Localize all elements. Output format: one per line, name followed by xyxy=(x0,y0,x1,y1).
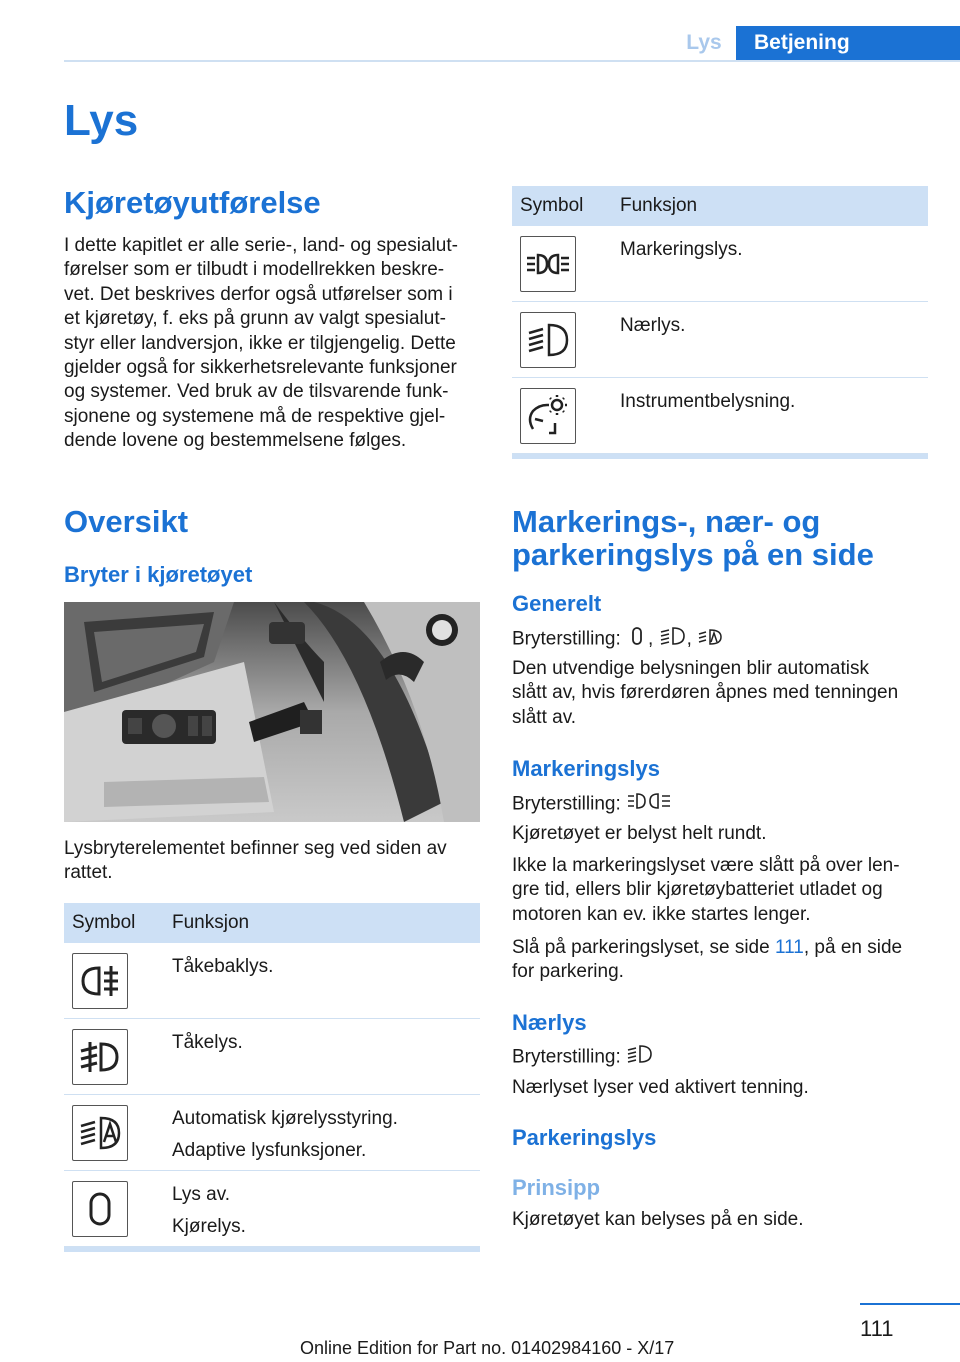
lights-off-icon xyxy=(72,1181,128,1237)
table-row xyxy=(512,302,928,378)
subheading-low-beam: Nærlys xyxy=(512,1010,587,1035)
row-text: Tåkebaklys. xyxy=(172,956,274,977)
col-header-symbol: Symbol xyxy=(72,912,136,933)
table-row xyxy=(64,1095,480,1171)
general-paragraph: Den utvendige belysningen blir automatisk slått av, hvis førerdøren åpnes med tenningen slått av. xyxy=(512,658,899,728)
fog-light-icon xyxy=(72,1029,128,1085)
footer-divider xyxy=(860,1303,960,1305)
parking-light-icon xyxy=(520,236,576,292)
col-header-symbol: Symbol xyxy=(520,195,584,216)
col-header-function: Funksjon xyxy=(620,195,698,216)
table-row xyxy=(64,1019,480,1095)
row-text: Nærlys. xyxy=(620,315,686,336)
low-beam-switch-position: Bryterstilling: xyxy=(512,1043,932,1072)
row-text: Tåkelys. xyxy=(172,1032,243,1053)
subheading-parking-light: Markeringslys xyxy=(512,756,660,781)
row-text: Lys av. Kjørelys. xyxy=(172,1184,246,1237)
table-header xyxy=(512,186,928,226)
photo-caption: Lysbryterelementet befinner seg ved siden av rattet. xyxy=(64,838,447,884)
table-row xyxy=(64,943,480,1019)
general-switch-position: Bryterstilling: , , xyxy=(512,625,932,654)
page-reference-link[interactable]: 111 xyxy=(774,937,804,958)
row-text: Automatisk kjørelysstyring. Adaptive lysfunksjoner. xyxy=(172,1108,398,1161)
rear-fog-light-icon xyxy=(72,953,128,1009)
parking-p1: Kjøretøyet er belyst helt rundt. xyxy=(512,823,767,844)
row-text: Instrumentbelysning. xyxy=(620,391,796,412)
page-title: Lys xyxy=(64,96,139,145)
table-header xyxy=(64,903,480,943)
table-row xyxy=(512,378,928,454)
principle-p1: Kjøretøyet kan belyses på en side. xyxy=(512,1209,804,1230)
symbol-table-left xyxy=(64,903,480,1252)
page-number: 111 xyxy=(860,1316,894,1341)
parking-switch-position: Bryterstilling: xyxy=(512,790,932,819)
header-tab-chapter[interactable]: Betjening xyxy=(736,26,960,62)
section-heading-overview: Oversikt xyxy=(64,504,189,539)
low-beam-icon xyxy=(659,625,687,654)
row-text: Markeringslys. xyxy=(620,239,743,260)
subheading-principle: Prinsipp xyxy=(512,1175,601,1200)
table-row xyxy=(512,226,928,302)
subheading-one-side-parking: Parkeringslys xyxy=(512,1125,657,1150)
low-beam-icon xyxy=(626,1043,654,1072)
col-header-function: Funksjon xyxy=(172,912,250,933)
table-row xyxy=(64,1171,480,1247)
subheading-general: Generelt xyxy=(512,591,602,616)
auto-headlight-icon xyxy=(72,1105,128,1161)
parking-p2: Ikke la markeringslyset være slått på over len- gre tid, ellers blir kjøretøybatteriet utladet og motoren kan ev. ikke startes lenger. xyxy=(512,855,900,925)
auto-headlight-icon xyxy=(697,625,725,654)
symbol-table-right xyxy=(512,186,928,459)
header-divider xyxy=(64,60,960,62)
table-end-bar xyxy=(512,454,928,459)
section-heading-vehicle-version: Kjøretøyutførelse xyxy=(64,185,321,220)
intro-paragraph: I dette kapitlet er alle serie-, land- og spesialut- førelser som er tilbudt i modellrekken beskre- vet. Det beskrives derfor også utførelser som i et kjøretøy, f. eks på grunn av valgt spesialut- styr eller landversjon, ikke er tilgjengelig. Dette gjelder også for sikkerhetsrelevante funksjoner og systemer. Ved bruk av de tilsvarende funk- sjonene og systemene må de respektive gjel- dende lovene og bestemmelsene følges. xyxy=(64,235,458,452)
header-tab-section[interactable]: Lys xyxy=(686,31,722,54)
lights-off-icon xyxy=(626,625,648,654)
low-beam-icon xyxy=(520,312,576,368)
edition-note: Online Edition for Part no. 01402984160 - X/17 xyxy=(300,1338,675,1358)
instrument-lighting-icon xyxy=(520,388,576,444)
light-switch-photo xyxy=(64,602,480,822)
low-beam-p1: Nærlyset lyser ved aktivert tenning. xyxy=(512,1077,809,1098)
section-heading-parking-lights: Markerings-, nær- og parkeringslys på en side xyxy=(512,504,874,572)
table-end-bar xyxy=(64,1247,480,1252)
subheading-switch-in-vehicle: Bryter i kjøretøyet xyxy=(64,562,253,587)
parking-light-icon xyxy=(626,790,674,819)
parking-p3: Slå på parkeringslyset, se side 111, på en side for parkering. xyxy=(512,937,903,983)
